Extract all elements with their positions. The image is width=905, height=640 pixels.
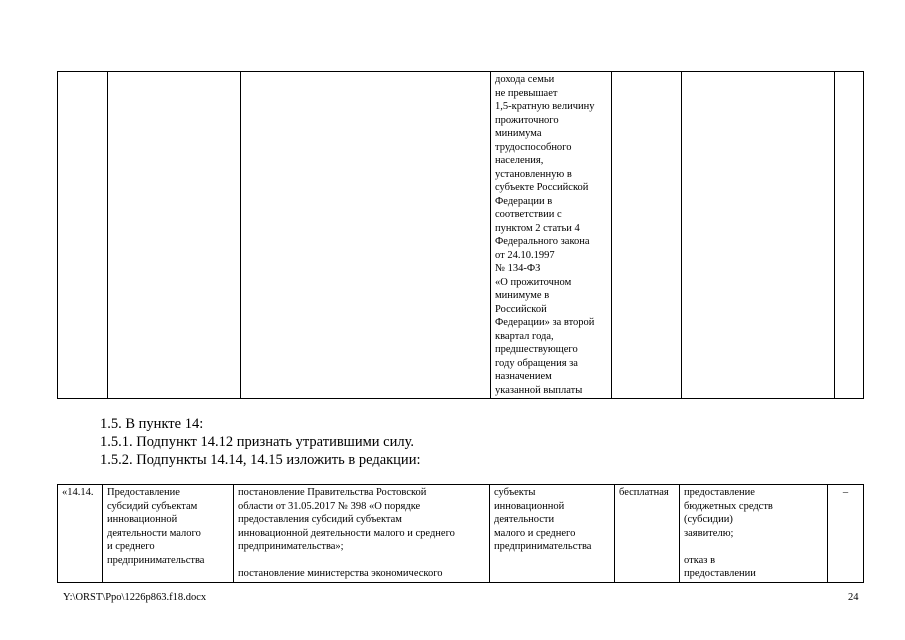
cell-line: предшествующего [495, 344, 578, 355]
continuation-table [57, 71, 864, 399]
table-cell-extra: – [828, 485, 864, 583]
cell-line: пунктом 2 статьи 4 [495, 222, 580, 234]
table-cell-result [682, 72, 835, 399]
table-row [58, 485, 864, 583]
cell-line: предпринимательства [494, 541, 592, 552]
cell-line: бюджетных средств [684, 500, 773, 512]
cell-line: предоставлении [684, 568, 756, 579]
cell-line: назначением [495, 371, 552, 382]
cell-line: прожиточного [495, 114, 559, 126]
cell-line: инновационной [107, 514, 178, 525]
cell-line: субсидий субъектам [107, 500, 198, 512]
table-cell-extra [835, 72, 864, 399]
cell-line: № 134-ФЗ [495, 263, 541, 274]
cell-line: Федерации в [495, 195, 553, 207]
table-cell-payment: бесплатная [615, 485, 680, 583]
cell-line: квартал года, [495, 330, 554, 342]
cell-line: малого и среднего [494, 527, 576, 539]
table-row [58, 72, 864, 399]
cell-line: «О прожиточном [495, 276, 572, 288]
cell-line: 1,5-кратную величину [495, 101, 595, 112]
cell-line: отказ в [684, 554, 716, 566]
cell-line: от 24.10.1997 [495, 249, 555, 261]
table-cell-basis [241, 72, 491, 399]
paragraph-1-5: 1.5. В пункте 14: [100, 416, 204, 432]
cell-line: минимума [495, 128, 542, 139]
cell-line: минимуме в [495, 290, 550, 301]
table-cell-name [108, 72, 241, 399]
table-cell-recipients [490, 485, 615, 583]
cell-line: году обращения за [495, 357, 578, 369]
services-table [57, 484, 864, 583]
table-cell-basis [234, 485, 490, 583]
cell-line: инновационной деятельности малого и среднего [238, 527, 455, 539]
table-cell-number: «14.14. [58, 485, 103, 583]
cell-line: Предоставление [107, 487, 180, 498]
cell-line: предоставление [684, 487, 755, 498]
cell-line: населения, [495, 155, 544, 166]
cell-line: (субсидии) [684, 514, 733, 525]
cell-line: установленную в [495, 168, 572, 180]
cell-line: субъекте Российской [495, 182, 589, 193]
page-number: 24 [848, 592, 859, 603]
cell-line: деятельности малого [107, 527, 201, 539]
cell-line: не превышает [495, 87, 558, 99]
cell-line [684, 540, 823, 554]
cell-line: указанной выплаты [495, 384, 583, 396]
cell-line: заявителю; [684, 527, 734, 539]
cell-line: и среднего [107, 541, 155, 552]
cell-line: постановление министерства экономического [238, 568, 443, 579]
table-cell-conditions [491, 72, 612, 399]
table-cell-number [58, 72, 108, 399]
table-cell-name [103, 485, 234, 583]
cell-line: Федерации» за второй [495, 317, 595, 328]
table-cell-result [680, 485, 828, 583]
cell-line: области от 31.05.2017 № 398 «О порядке [238, 500, 421, 512]
cell-line: предоставления субсидий субъектам [238, 514, 402, 525]
table-cell-payment [612, 72, 682, 399]
footer-file-path: Y:\ORST\Ppo\1226p863.f18.docx [63, 592, 207, 603]
cell-line: Федерального закона [495, 236, 590, 247]
cell-line: предпринимательства [107, 554, 205, 566]
cell-line: постановление Правительства Ростовской [238, 487, 427, 498]
cell-line: предпринимательства»; [238, 541, 344, 552]
paragraph-1-5-2: 1.5.2. Подпункты 14.14, 14.15 изложить в редакции: [100, 452, 421, 468]
cell-line: дохода семьи [495, 74, 555, 85]
cell-line: деятельности [494, 514, 555, 525]
cell-line: Российской [495, 303, 547, 315]
cell-line: трудоспособного [495, 141, 572, 153]
paragraph-1-5-1: 1.5.1. Подпункт 14.12 признать утратившими силу. [100, 434, 415, 450]
cell-line [238, 554, 485, 568]
cell-line: инновационной [494, 500, 565, 512]
cell-line: соответствии с [495, 209, 562, 220]
cell-line: субъекты [494, 487, 536, 498]
